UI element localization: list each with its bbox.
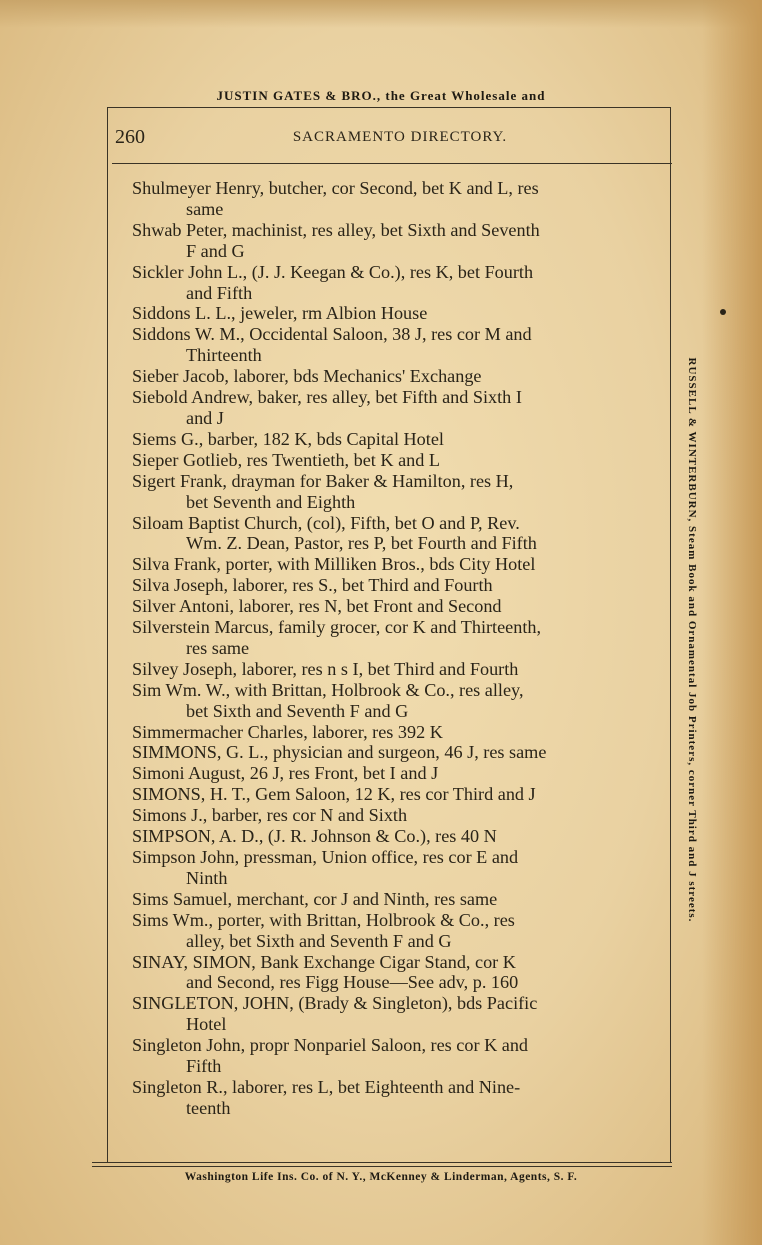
directory-entry: [118, 387, 662, 429]
entry-line: Siddons L. L., jeweler, rm Albion House: [132, 303, 428, 324]
entry-line: Silva Joseph, laborer, res S., bet Third and Fourth: [132, 575, 493, 596]
entry-line: Silvey Joseph, laborer, res n s I, bet Third and Fourth: [132, 658, 519, 679]
directory-entry: [118, 952, 662, 994]
entry-continuation-line: Fifth: [186, 1056, 222, 1077]
entry-line: Sim Wm. W., with Brittan, Holbrook & Co., res alley,: [132, 679, 524, 700]
entry-line: Sickler John L., (J. J. Keegan & Co.), res K, bet Fourth: [132, 261, 534, 282]
directory-entry: [118, 575, 662, 596]
directory-entry: [118, 554, 662, 575]
directory-entry: [118, 722, 662, 743]
bottom-advertisement-banner: Washington Life Ins. Co. of N. Y., McKenney & Linderman, Agents, S. F.: [184, 1171, 578, 1183]
directory-entry: [118, 784, 662, 805]
entry-continuation-line: and Fifth: [186, 282, 253, 303]
directory-entry: [118, 617, 662, 659]
directory-entry: [118, 1077, 662, 1119]
entry-continuation-line: Hotel: [186, 1014, 227, 1035]
directory-entry: [118, 763, 662, 784]
entry-continuation-line: F and G: [186, 240, 245, 261]
entry-line: SINGLETON, JOHN, (Brady & Singleton), bds Pacific: [132, 993, 538, 1014]
entry-continuation-line: and J: [186, 407, 224, 428]
entry-continuation-line: and Second, res Figg House—See adv, p. 160: [186, 972, 519, 993]
top-advertisement-banner: JUSTIN GATES & BRO., the Great Wholesale and: [216, 88, 546, 103]
directory-entry: [118, 471, 662, 513]
footer-rule: [92, 1162, 672, 1163]
entry-line: Silva Frank, porter, with Milliken Bros., bds City Hotel: [132, 554, 536, 575]
entry-continuation-line: teenth: [186, 1097, 231, 1118]
directory-entry: [118, 847, 662, 889]
entry-continuation-line: bet Seventh and Eighth: [186, 491, 356, 512]
directory-entry: [118, 659, 662, 680]
directory-entry: [118, 303, 662, 324]
directory-entry: [118, 429, 662, 450]
entry-line: Singleton R., laborer, res L, bet Eighteenth and Nine-: [132, 1076, 521, 1097]
entry-continuation-line: same: [186, 198, 224, 219]
entry-continuation-line: bet Sixth and Seventh F and G: [186, 700, 409, 721]
directory-entry: [118, 826, 662, 847]
page-edge-shadow-top: [0, 0, 762, 28]
entry-continuation-line: Ninth: [186, 867, 228, 888]
directory-entry: [118, 220, 662, 262]
entry-line: SIMONS, H. T., Gem Saloon, 12 K, res cor Third and J: [132, 784, 536, 805]
entry-line: Siems G., barber, 182 K, bds Capital Hotel: [132, 428, 444, 449]
directory-entry: [118, 513, 662, 555]
entry-line: Simmermacher Charles, laborer, res 392 K: [132, 721, 443, 742]
ink-spot: [720, 309, 726, 315]
entry-line: Sims Samuel, merchant, cor J and Ninth, res same: [132, 888, 498, 909]
directory-entry: [118, 910, 662, 952]
directory-entry: [118, 366, 662, 387]
entry-line: Sieber Jacob, laborer, bds Mechanics' Exchange: [132, 366, 482, 387]
header-rule: [112, 163, 672, 164]
entry-continuation-line: alley, bet Sixth and Seventh F and G: [186, 930, 452, 951]
page-edge-shadow-right: [702, 0, 762, 1245]
entry-continuation-line: Wm. Z. Dean, Pastor, res P, bet Fourth and Fifth: [186, 533, 537, 554]
entry-line: Sieper Gotlieb, res Twentieth, bet K and L: [132, 449, 441, 470]
directory-entry: [118, 805, 662, 826]
entry-line: Shwab Peter, machinist, res alley, bet Sixth and Seventh: [132, 219, 540, 240]
entry-continuation-line: Thirteenth: [186, 345, 262, 366]
entry-line: Simoni August, 26 J, res Front, bet I and J: [132, 763, 439, 784]
footer-rule-second: [92, 1166, 672, 1167]
directory-entry: [118, 1035, 662, 1077]
directory-entry: [118, 262, 662, 304]
entry-line: Sigert Frank, drayman for Baker & Hamilton, res H,: [132, 470, 514, 491]
entry-line: SIMPSON, A. D., (J. R. Johnson & Co.), res 40 N: [132, 826, 497, 847]
directory-entry: [118, 889, 662, 910]
directory-entry: [118, 450, 662, 471]
directory-entry: [118, 742, 662, 763]
entry-line: Singleton John, propr Nonpariel Saloon, res cor K and: [132, 1035, 529, 1056]
entry-line: Sims Wm., porter, with Brittan, Holbrook & Co., res: [132, 909, 515, 930]
entry-line: Siloam Baptist Church, (col), Fifth, bet O and P, Rev.: [132, 512, 520, 533]
directory-entries: [118, 178, 662, 1119]
right-margin-advertisement: RUSSELL & WINTERBURN, Steam Book and Ornamental Job Printers, corner Third and J streets.: [686, 357, 698, 923]
entry-line: Siebold Andrew, baker, res alley, bet Fifth and Sixth I: [132, 387, 522, 408]
page-number: 260: [115, 126, 145, 148]
entry-line: SINAY, SIMON, Bank Exchange Cigar Stand, cor K: [132, 951, 516, 972]
directory-entry: [118, 680, 662, 722]
entry-line: Shulmeyer Henry, butcher, cor Second, bet K and L, res: [132, 178, 539, 198]
directory-entry: [118, 178, 662, 220]
directory-entry: [118, 596, 662, 617]
entry-line: Simons J., barber, res cor N and Sixth: [132, 805, 408, 826]
entry-continuation-line: res same: [186, 637, 250, 658]
entry-line: SIMMONS, G. L., physician and surgeon, 46 J, res same: [132, 742, 547, 763]
entry-line: Simpson John, pressman, Union office, res cor E and: [132, 847, 519, 867]
directory-entry: [118, 993, 662, 1035]
running-title: SACRAMENTO DIRECTORY.: [292, 129, 508, 145]
directory-entry: [118, 324, 662, 366]
entry-line: Siddons W. M., Occidental Saloon, 38 J, res cor M and: [132, 324, 532, 345]
entry-line: Silver Antoni, laborer, res N, bet Front and Second: [132, 596, 502, 617]
entry-line: Silverstein Marcus, family grocer, cor K and Thirteenth,: [132, 617, 542, 638]
